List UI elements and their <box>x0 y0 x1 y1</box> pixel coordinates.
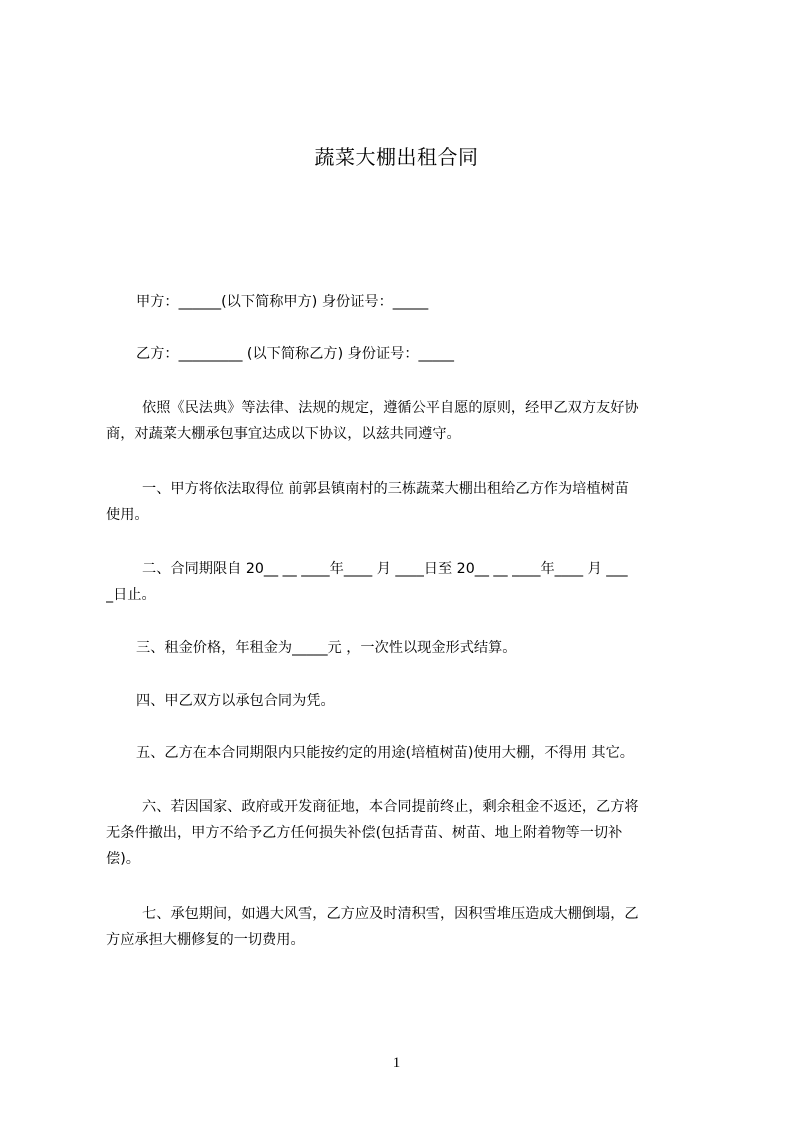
clause-5 <box>106 740 702 766</box>
clause-2 <box>106 556 702 608</box>
party-b-line <box>106 341 702 367</box>
preamble-line-2: 商，对蔬菜大棚承包事宜达成以下协议，以兹共同遵守。 <box>106 426 461 442</box>
clause-7 <box>106 901 702 953</box>
clause-7-line-1: 七、承包期间，如遇大风雪，乙方应及时清积雪，因积雪堆压造成大棚倒塌，乙 <box>142 906 639 922</box>
clause-2-line-1: 二、合同期限自 20__ __ ____年____ 月 ____日至 20__ __ ____年____ 月 ___ <box>142 561 628 577</box>
clause-1 <box>106 476 702 528</box>
clause-1-line-1: 一、甲方将依法取得位 前郭县镇南村的三栋蔬菜大棚出租给乙方作为培植树苗 <box>142 481 629 497</box>
clause-7-line-2: 方应承担大棚修复的一切费用。 <box>106 932 305 948</box>
clause-5-text: 五、乙方在本合同期限内只能按约定的用途(培植树苗)使用大棚，不得用 其它。 <box>136 745 634 761</box>
clause-1-line-2: 使用。 <box>106 507 149 523</box>
page-title: 蔬菜大棚出租合同 <box>314 145 479 169</box>
preamble-line-1: 依照《民法典》等法律、法规的规定，遵循公平自愿的原则，经甲乙双方友好协 <box>142 400 639 416</box>
party-b-text: 乙方：_________ (以下简称乙方) 身份证号：_____ <box>136 346 455 362</box>
clause-4-text: 四、甲乙双方以承包合同为凭。 <box>136 693 335 709</box>
clause-6 <box>106 794 702 872</box>
clause-3 <box>106 635 702 661</box>
preamble-paragraph <box>106 395 702 447</box>
party-a-text: 甲方：______(以下简称甲方) 身份证号：_____ <box>136 294 429 310</box>
clause-2-line-2: _日止。 <box>106 587 156 603</box>
clause-6-line-3: 偿)。 <box>106 851 140 867</box>
clause-4 <box>106 688 702 714</box>
party-a-line <box>106 289 702 315</box>
page-number: 1 <box>392 1055 401 1071</box>
clause-6-line-1: 六、若因国家、政府或开发商征地，本合同提前终止，剩余租金不返还，乙方将 <box>142 799 639 815</box>
clause-6-line-2: 无条件撤出，甲方不给予乙方任何损失补偿(包括青苗、树苗、地上附着物等一切补 <box>106 825 623 841</box>
clause-3-text: 三、租金价格，年租金为_____元 ，一次性以现金形式结算。 <box>136 640 517 656</box>
